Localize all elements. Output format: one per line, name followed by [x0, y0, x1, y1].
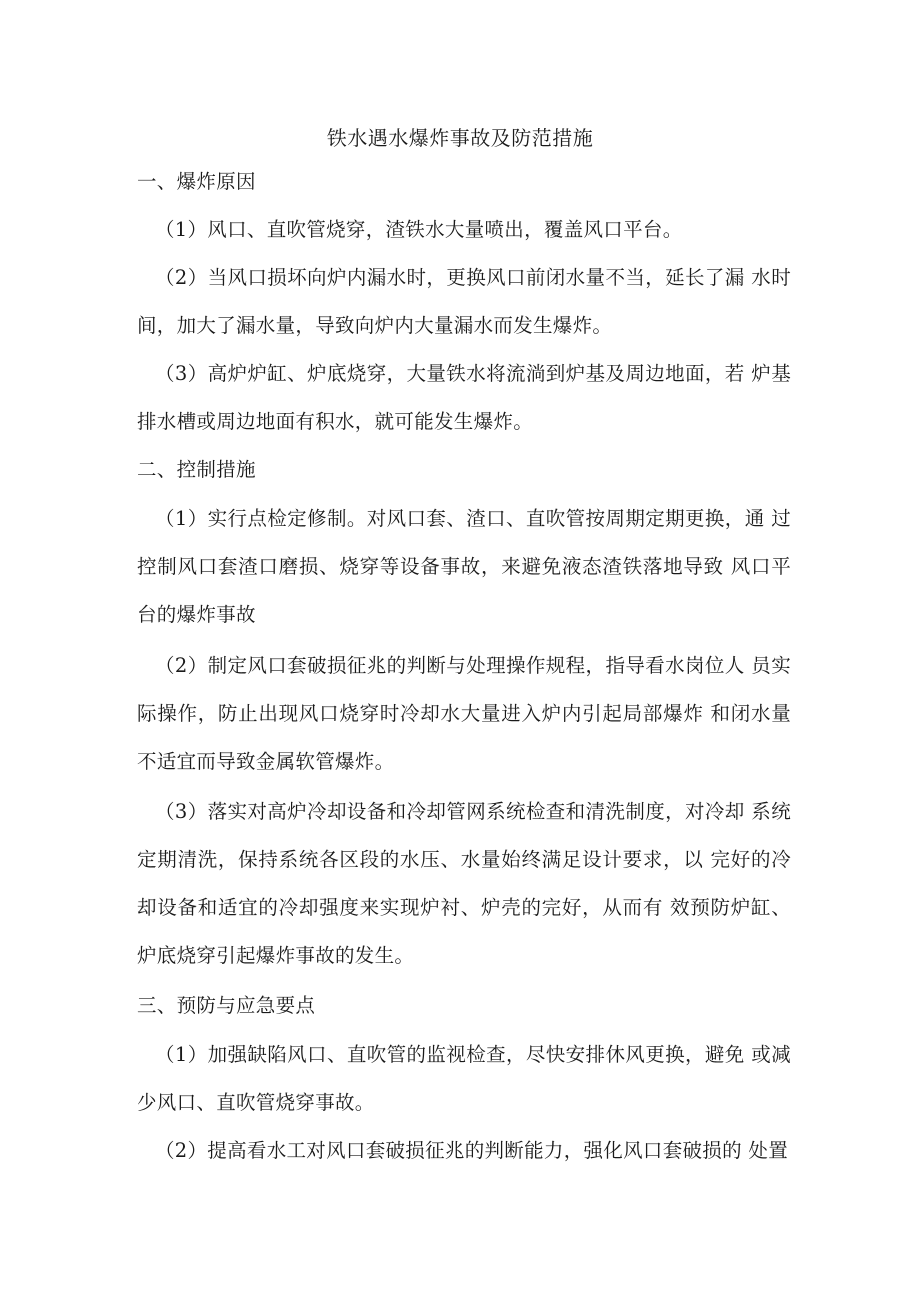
control-item-1: （1）实行点检定修制。对风口套、渣口、直吹管按周期定期更换，通 过控制风口套渣口磨损、烧穿等设备事故，来避免液态渣铁落地导致 风口平台的爆炸事故 — [137, 507, 791, 626]
control-item-2: （2）制定风口套破损征兆的判断与处理操作规程，指导看水岗位人 员实际操作，防止出现风口烧穿时冷却水大量进入炉内引起局部爆炸 和闭水量不适宜而导致金属软管爆炸。 — [137, 654, 791, 773]
document-title: 铁水遇水爆炸事故及防范措施 — [326, 126, 594, 150]
control-item-3: （3）落实对高炉冷却设备和冷却管网系统检查和清洗制度，对冷却 系统定期清洗，保持系统各区段的水压、水量始终满足设计要求，以 完好的冷却设备和适宜的冷却强度来实现炉衬、炉壳的完好，从而有 效预防炉缸、炉底烧穿引起爆炸事故的发生。 — [137, 800, 791, 967]
prevention-item-1: （1）加强缺陷风口、直吹管的监视检查，尽快安排休风更换，避免 或减少风口、直吹管烧穿事故。 — [137, 1043, 791, 1114]
section-heading-causes: 一、爆炸原因 — [137, 170, 256, 193]
cause-item-1: （1）风口、直吹管烧穿，渣铁水大量喷出，覆盖风口平台。 — [155, 218, 683, 241]
section-heading-prevention: 三、预防与应急要点 — [137, 994, 316, 1017]
cause-item-3: （3）高炉炉缸、炉底烧穿，大量铁水将流淌到炉基及周边地面，若 炉基排水槽或周边地面有积水，就可能发生爆炸。 — [137, 362, 791, 433]
cause-item-2: （2）当风口损坏向炉内漏水时，更换风口前闭水量不当，延长了漏 水时间，加大了漏水量，导致向炉内大量漏水而发生爆炸。 — [137, 266, 791, 337]
section-heading-control: 二、控制措施 — [137, 458, 256, 481]
prevention-item-2: （2）提高看水工对风口套破损征兆的判断能力，强化风口套破损的 处置 — [155, 1139, 789, 1162]
